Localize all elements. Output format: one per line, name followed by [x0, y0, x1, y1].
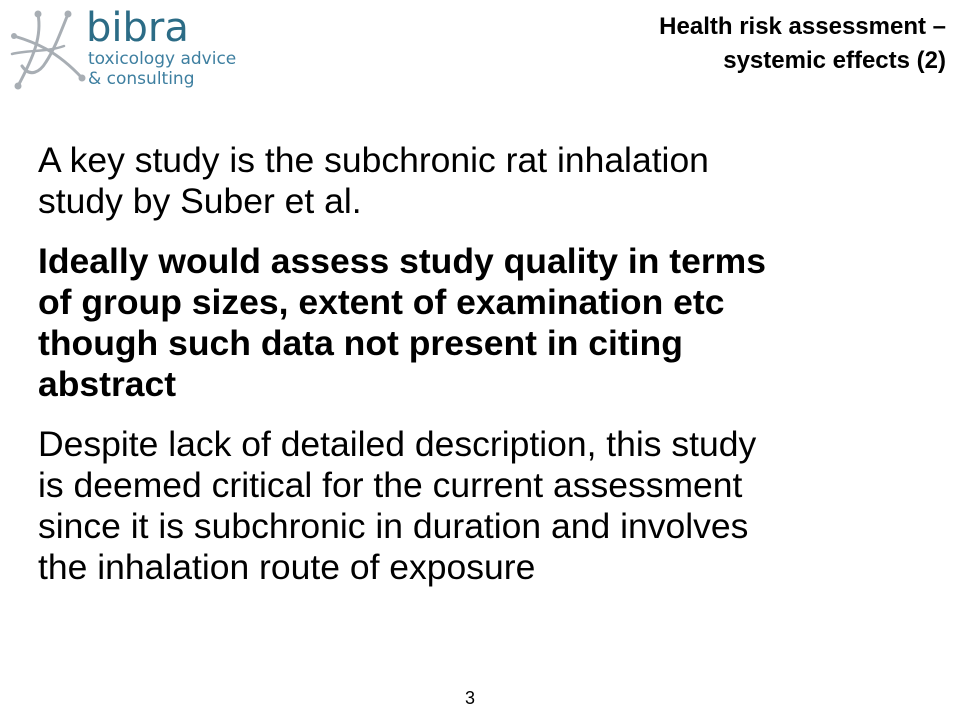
bibra-logo [8, 6, 248, 96]
text-line: the inhalation route of exposure [38, 547, 536, 587]
text-line: Despite lack of detailed description, this study [38, 424, 757, 464]
paragraph-critical-study [38, 424, 938, 588]
page-number: 3 [464, 688, 475, 708]
text-line: though such data not present in citing [38, 323, 683, 363]
text-line: since it is subchronic in duration and involves [38, 506, 749, 546]
text-line: is deemed critical for the current assessment [38, 465, 743, 505]
bibra-logo-mark-icon [8, 6, 88, 96]
slide-title-line1: Health risk assessment – [659, 13, 946, 40]
logo-brand-text: bibra [86, 5, 189, 51]
slide-body [38, 140, 938, 607]
logo-tagline-line2: & consulting [88, 69, 195, 89]
text-line: of group sizes, extent of examination etc [38, 282, 725, 322]
paragraph-study-quality [38, 241, 938, 405]
paragraph-key-study [38, 140, 938, 222]
slide-title [526, 10, 946, 78]
slide-title-line2: systemic effects (2) [723, 47, 946, 74]
text-line: study by Suber et al. [38, 181, 362, 221]
text-line: abstract [38, 364, 177, 404]
text-line: Ideally would assess study quality in terms [38, 241, 766, 281]
text-line: A key study is the subchronic rat inhalation [38, 140, 709, 180]
logo-tagline-line1: toxicology advice [88, 49, 237, 69]
